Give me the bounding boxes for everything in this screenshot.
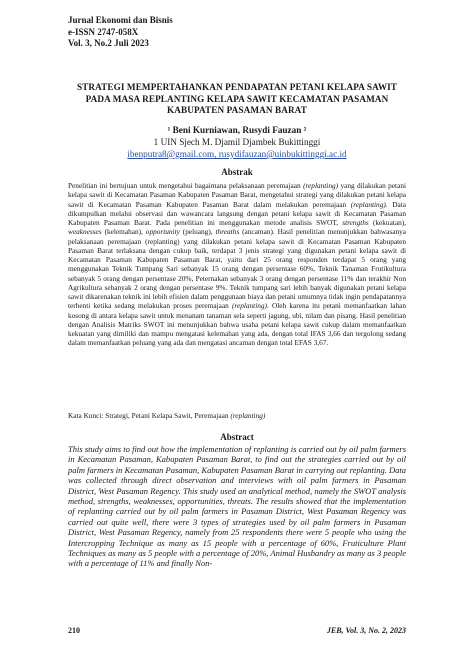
abstract-body: [68, 444, 406, 569]
abstrak-body: [68, 181, 406, 348]
footer-journal: JEB, Vol. 3, No. 2, 2023: [326, 626, 406, 635]
abstrak-text: Penelitian ini bertujuan untuk mengetahui bagaimana pelaksanaan peremajaan: [68, 181, 304, 190]
abstrak-italic: (replanting).: [350, 199, 388, 209]
abstrak-italic: strengths: [342, 218, 369, 227]
author-names: ¹ Beni Kurniawan, Rusydi Fauzan ²: [167, 125, 307, 135]
keywords: [68, 411, 406, 420]
paper-title: STRATEGI MEMPERTAHANKAN PENDAPATAN PETANI KELAPA SAWIT PADA MASA REPLANTING KELAPA SAWIT KECAMATAN PASAMAN KABUPATEN PASAMAN BARAT: [76, 82, 398, 116]
abstrak-text: (ancaman). Hasil penelitian menunjukkan bahwasanya pelaksanaan peremajaan (replanting) yang dilakukan petani kelapa sawit di Kecamatan Pasaman Kabupaten Pasaman Barat terlaksana dengan cukup baik, terdapat 3 jenis strategi yang digunakan petani kelapa sawit di Kecamatan Pasaman Kabupaten Pasaman Barat, yaitu dari 25 orang responden terdapat 5 orang yang menggunakan Teknik Tumpang Sari sebanyak 15 orang dengan persentase 60%, Teknik Tanaman Frutikultura sebanyak 5 orang dengan persentase 20%, Peternakan sebanyak 3 orang dengan persentase 11% dan terakhir Non Agrikultura sebanyak 2 orang dengan persentase 9%. Teknik tumpang sari lebih banyak digunakan petani kelapa sawit dikarenakan teknik ini lebih efisien dalam penggunaan biaya dan petani umumnya tidak ingin pendapatannya terhenti ketika sedang melakukan proses peremajaan: [68, 227, 406, 311]
keywords-italic: (replanting): [230, 411, 266, 420]
abstrak-text: yang dilakukan petani kelapa sawit di Kecamatan Pasaman Kabupaten Pasaman Barat, mengetahui strategi yang dilakukan petani kelapa sawit di Kecamatan Pasaman Kabupaten Pasaman Barat dalam melakukan peremajaan: [68, 181, 407, 209]
abstrak-italic: weaknesses: [68, 227, 102, 237]
abstrak-text: (kekuatan),: [368, 218, 406, 227]
abstract-heading: Abstract: [220, 432, 254, 442]
abstrak-italic: (replanting): [303, 181, 339, 190]
journal-name: Jurnal Ekonomi dan Bisnis: [68, 15, 173, 25]
journal-issn: e-ISSN 2747-058X: [68, 26, 139, 37]
abstrak-text: (kelemahan),: [101, 227, 146, 237]
journal-volume: Vol. 3, No.2 Juli 2023: [68, 38, 149, 48]
abstrak-italic: (replanting).: [231, 301, 269, 311]
abstract-text: This study aims to find out how the implementation of replanting is carried out by oil palm farmers in Kecamatan Pasaman, Kabupaten Pasaman Barat, to find out the strategies carried out by oil palm farmers in Kecamatan Pasaman, Kabupaten Pasaman Barat in carrying out replanting. Data was collected through direct observation and interviews with oil palm farmers in Pasaman District, West Pasaman Regency. This study used an analytical method, namely the SWOT analysis method, strengths, weaknesses, opportunities, threats. The results showed that the implementation of replanting carried out by oil palm farmers in Pasaman District, West Pasaman Regency was carried out quite well, there were 3 types of strategies used by oil palm farmers in Pasaman District, West Pasaman Regency, namely from 25 respondents there were 5 people who using the Intercropping Technique as many as 15 people with a percentage of 60%, Fruticulture Plant Techniques as many as 5 people with a percentage of 20%, Animal Husbandry as many as 3 people with a percentage of 11% and finally Non-: [68, 444, 406, 569]
journal-header: [68, 15, 173, 50]
author-affiliation: 1 UIN Sjech M. Djamil Djambek Bukittinggi: [153, 137, 321, 147]
abstrak-heading: Abstrak: [221, 167, 253, 177]
keywords-text: Kata Kunci: Strategi, Petani Kelapa Sawit, Peremajaan: [68, 411, 231, 420]
author-emails[interactable]: ibenputra8@gmail.com, rusydifauzan@uinbukittinggi.ac.id: [127, 149, 347, 159]
abstrak-text: Oleh karena itu petani memanfaatkan lahan kosong di antara kelapa sawit untuk menanam tanaman sela seperti jagung, ubi, nilam dan pisang. Hasil penelitian dengan Analisis Matriks SWOT ini menunjukkan bahwa usaha petani kelapa sawit cukup dalam memanfaatkan kekuatan yang dimiliki dan mampu mengatasi kelemahan yang ada, dengan total IFAS 3,66 dan tergolong sedang dalam memanfaatkan peluang yang ada dan mengatasi ancaman dengan total EFAS 3,67.: [68, 301, 407, 348]
author-block: [68, 124, 406, 160]
abstrak-text: (peluang),: [179, 227, 216, 237]
abstrak-italic: opportunity: [145, 227, 180, 237]
abstrak-text: Data dikumpulkan melalui observasi dan wawancara langsung dengan petani kelapa sawit di Kecamatan Pasaman Kabupaten Pasaman Barat. Pada penelitian ini menggunakan metode analisis SWOT,: [68, 199, 406, 227]
abstrak-italic: threaths: [215, 227, 240, 237]
page-number: 210: [68, 626, 80, 635]
